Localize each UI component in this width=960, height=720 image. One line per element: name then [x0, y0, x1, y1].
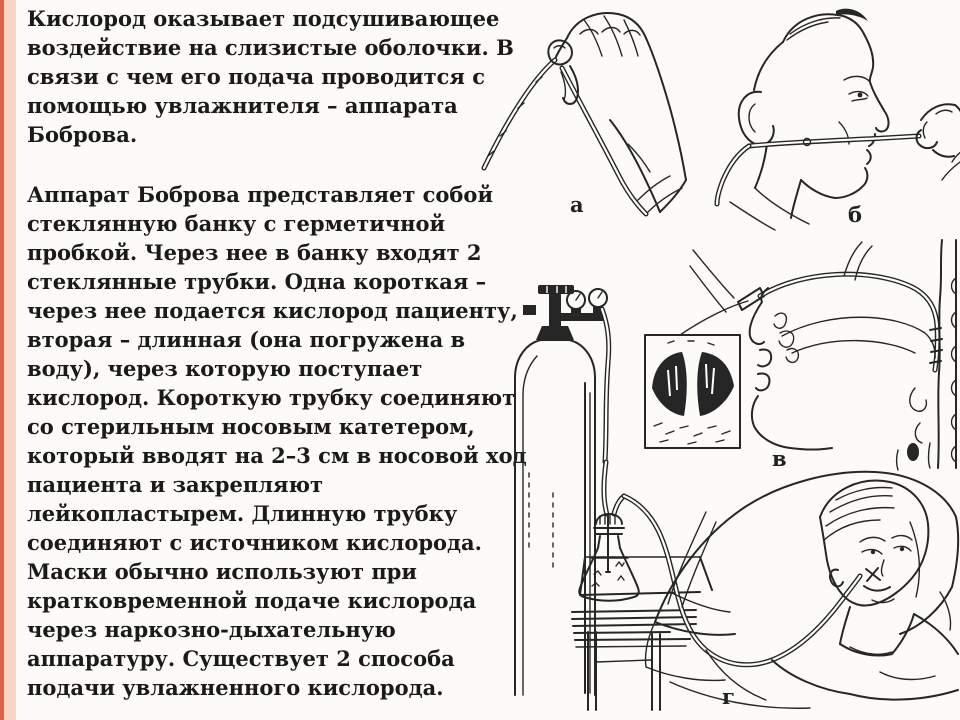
- text-line: подачи увлажненного кислорода.: [27, 675, 444, 700]
- text-line: Маски обычно используют при: [27, 559, 417, 584]
- text-line: воду), через которую поступает: [27, 356, 423, 381]
- figure-g-patient-in-bed-illustration: [520, 462, 960, 712]
- humidifier-flask: [579, 462, 639, 601]
- hand: [548, 13, 686, 212]
- pillow: [645, 472, 958, 681]
- text-line: помощью увлажнителя – аппарата: [27, 93, 458, 118]
- valve-and-gauges: [523, 285, 607, 340]
- text-line: который вводят на 2–3 см в носовой ход: [27, 443, 527, 468]
- figure-g-label: г: [722, 684, 735, 709]
- text-panel: [27, 4, 527, 702]
- text-line: стеклянные трубки. Одна короткая –: [27, 269, 487, 294]
- catheter-tube: [717, 136, 919, 204]
- text-line: связи с чем его подача проводится с: [27, 64, 486, 89]
- text-line: воздействие на слизистые оболочки. В: [27, 35, 514, 60]
- figure-v-catheter-position-illustration: [630, 238, 960, 472]
- regulator-tube: [602, 309, 609, 462]
- figure-a-label: а: [570, 192, 584, 217]
- text-line: соединяют с источником кислорода.: [27, 530, 482, 555]
- text-line: кратковременной подаче кислорода: [27, 588, 477, 613]
- text-line: вторая – длинная (она погружена в: [27, 327, 466, 352]
- paragraph-bobrov-apparatus: [27, 180, 527, 702]
- text-line: кислород. Короткую трубку соединяют: [27, 385, 516, 410]
- text-line: пробкой. Через нее в банку входят 2: [27, 240, 482, 265]
- head-profile: [730, 9, 889, 230]
- inset-connector-line: [680, 301, 748, 335]
- text-line: лейкопластырем. Длинную трубку: [27, 501, 458, 526]
- paragraph-oxygen-drying: [27, 4, 514, 149]
- text-line: стеклянную банку с герметичной: [27, 211, 446, 236]
- hand: [917, 104, 960, 180]
- figure-b-label: б: [848, 202, 863, 227]
- figure-b-face-measuring-illustration: [688, 2, 960, 232]
- figure-a-hand-with-catheter-illustration: [478, 4, 690, 216]
- text-line: через нее подается кислород пациенту,: [27, 298, 518, 323]
- text-line: Боброва.: [27, 122, 138, 147]
- text-line: со стерильным носовым катетером,: [27, 414, 475, 439]
- text-line: пациента и закрепляют: [27, 472, 324, 497]
- throat-inset: [645, 335, 740, 448]
- left-accent-stripe-light: [4, 0, 16, 720]
- patient-head: [820, 481, 928, 606]
- figure-v-label: в: [772, 446, 787, 471]
- text-line: аппаратуру. Существует 2 способа: [27, 646, 455, 671]
- catheter-and-funnel: [690, 242, 942, 370]
- text-line: через наркозно-дыхательную: [27, 617, 396, 642]
- text-line: Аппарат Боброва представляет собой: [27, 182, 494, 207]
- text-line: Кислород оказывает подсушивающее: [27, 6, 500, 31]
